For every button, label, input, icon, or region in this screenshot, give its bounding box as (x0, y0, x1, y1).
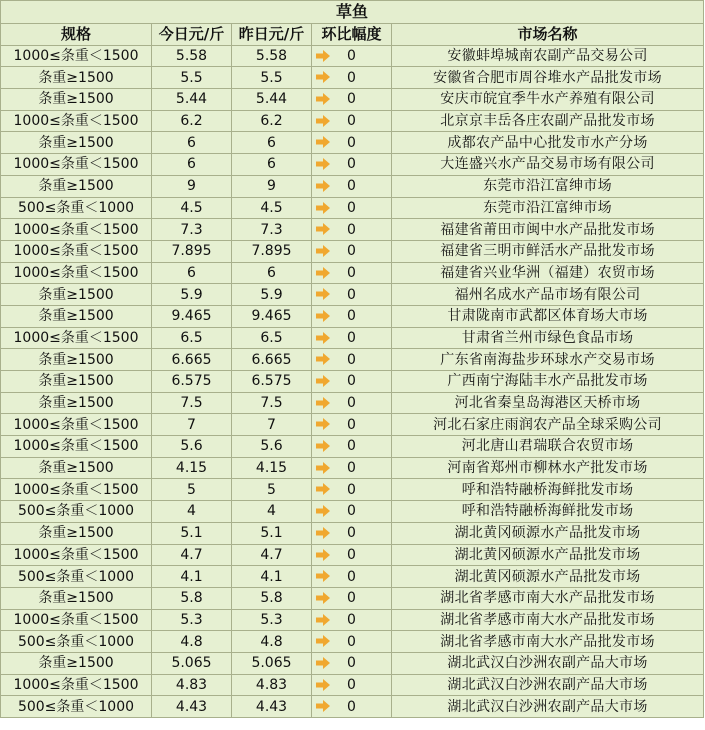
right-arrow-icon (316, 115, 330, 127)
right-arrow-icon (316, 202, 330, 214)
change-cell (312, 566, 392, 588)
table-row (1, 305, 704, 327)
yesterday-price-cell: 5.1 (232, 522, 312, 544)
spec-cell: 500≤条重＜1000 (1, 566, 152, 588)
right-arrow-icon (316, 418, 330, 430)
market-name-cell: 呼和浩特融桥海鲜批发市场 (392, 501, 704, 523)
header-market: 市场名称 (392, 24, 704, 46)
change-cell (312, 262, 392, 284)
change-cell (312, 67, 392, 89)
spec-cell: 500≤条重＜1000 (1, 631, 152, 653)
change-cell (312, 197, 392, 219)
today-price-cell: 5.9 (152, 284, 232, 306)
change-cell (312, 45, 392, 67)
right-arrow-icon (316, 50, 330, 62)
spec-cell: 1000≤条重＜1500 (1, 154, 152, 176)
yesterday-price-cell: 4.1 (232, 566, 312, 588)
change-cell (312, 349, 392, 371)
change-value: 0 (347, 308, 356, 325)
right-arrow-icon (316, 635, 330, 647)
yesterday-price-cell: 6.575 (232, 371, 312, 393)
market-name-cell: 东莞市沿江富绅市场 (392, 175, 704, 197)
table-title: 草鱼 (1, 1, 704, 24)
change-value: 0 (347, 113, 356, 130)
today-price-cell: 5.3 (152, 609, 232, 631)
header-today-price: 今日元/斤 (152, 24, 232, 46)
yesterday-price-cell: 4.43 (232, 696, 312, 718)
change-cell (312, 696, 392, 718)
right-arrow-icon (316, 440, 330, 452)
change-cell (312, 479, 392, 501)
change-value: 0 (347, 676, 356, 693)
change-value: 0 (347, 525, 356, 542)
right-arrow-icon (316, 483, 330, 495)
change-cell (312, 609, 392, 631)
table-row (1, 566, 704, 588)
spec-cell: 1000≤条重＜1500 (1, 674, 152, 696)
spec-cell: 500≤条重＜1000 (1, 197, 152, 219)
table-row (1, 457, 704, 479)
change-value: 0 (347, 590, 356, 607)
change-cell (312, 674, 392, 696)
yesterday-price-cell: 5.5 (232, 67, 312, 89)
table-row (1, 522, 704, 544)
today-price-cell: 5 (152, 479, 232, 501)
today-price-cell: 4.8 (152, 631, 232, 653)
table-row (1, 587, 704, 609)
change-value: 0 (347, 373, 356, 390)
yesterday-price-cell: 5.065 (232, 652, 312, 674)
yesterday-price-cell: 5.44 (232, 89, 312, 111)
today-price-cell: 6 (152, 154, 232, 176)
change-value: 0 (347, 395, 356, 412)
today-price-cell: 4.7 (152, 544, 232, 566)
market-name-cell: 湖北武汉白沙洲农副产品大市场 (392, 696, 704, 718)
yesterday-price-cell: 4.15 (232, 457, 312, 479)
market-name-cell: 湖北省孝感市南大水产品批发市场 (392, 609, 704, 631)
change-cell (312, 154, 392, 176)
right-arrow-icon (316, 462, 330, 474)
today-price-cell: 6.2 (152, 110, 232, 132)
header-yesterday-price: 昨日元/斤 (232, 24, 312, 46)
market-name-cell: 呼和浩特融桥海鲜批发市场 (392, 479, 704, 501)
table-row (1, 132, 704, 154)
change-cell (312, 305, 392, 327)
spec-cell: 条重≥1500 (1, 67, 152, 89)
change-value: 0 (347, 221, 356, 238)
spec-cell: 1000≤条重＜1500 (1, 262, 152, 284)
table-row (1, 371, 704, 393)
header-spec: 规格 (1, 24, 152, 46)
right-arrow-icon (316, 267, 330, 279)
change-cell (312, 587, 392, 609)
change-cell (312, 175, 392, 197)
yesterday-price-cell: 4.83 (232, 674, 312, 696)
change-value: 0 (347, 48, 356, 65)
change-value: 0 (347, 69, 356, 86)
change-cell (312, 110, 392, 132)
market-name-cell: 湖北省孝感市南大水产品批发市场 (392, 587, 704, 609)
market-name-cell: 河北唐山君瑞联合农贸市场 (392, 436, 704, 458)
market-name-cell: 河北石家庄雨润农产品全球采购公司 (392, 414, 704, 436)
market-name-cell: 北京京丰岳各庄农副产品批发市场 (392, 110, 704, 132)
yesterday-price-cell: 5 (232, 479, 312, 501)
right-arrow-icon (316, 505, 330, 517)
change-cell (312, 501, 392, 523)
change-value: 0 (347, 438, 356, 455)
table-row (1, 631, 704, 653)
yesterday-price-cell: 4.8 (232, 631, 312, 653)
spec-cell: 条重≥1500 (1, 284, 152, 306)
change-cell (312, 284, 392, 306)
table-row (1, 652, 704, 674)
table-row (1, 609, 704, 631)
change-value: 0 (347, 199, 356, 216)
today-price-cell: 6.665 (152, 349, 232, 371)
table-row (1, 219, 704, 241)
yesterday-price-cell: 5.9 (232, 284, 312, 306)
today-price-cell: 5.44 (152, 89, 232, 111)
change-value: 0 (347, 633, 356, 650)
right-arrow-icon (316, 245, 330, 257)
yesterday-price-cell: 4.7 (232, 544, 312, 566)
table-row (1, 501, 704, 523)
table-row (1, 110, 704, 132)
change-value: 0 (347, 655, 356, 672)
yesterday-price-cell: 5.58 (232, 45, 312, 67)
table-row (1, 67, 704, 89)
today-price-cell: 7 (152, 414, 232, 436)
market-name-cell: 安徽省合肥市周谷堆水产品批发市场 (392, 67, 704, 89)
change-value: 0 (347, 329, 356, 346)
change-value: 0 (347, 286, 356, 303)
yesterday-price-cell: 4.5 (232, 197, 312, 219)
market-name-cell: 湖北黄冈硕源水产品批发市场 (392, 566, 704, 588)
right-arrow-icon (316, 180, 330, 192)
change-value: 0 (347, 351, 356, 368)
table-body (1, 45, 704, 717)
spec-cell: 1000≤条重＜1500 (1, 436, 152, 458)
market-name-cell: 甘肃陇南市武都区体育场大市场 (392, 305, 704, 327)
spec-cell: 1000≤条重＜1500 (1, 544, 152, 566)
table-row (1, 436, 704, 458)
header-row (1, 24, 704, 46)
change-value: 0 (347, 264, 356, 281)
table-row (1, 674, 704, 696)
market-name-cell: 广东省南海盐步环球水产交易市场 (392, 349, 704, 371)
change-value: 0 (347, 156, 356, 173)
spec-cell: 500≤条重＜1000 (1, 501, 152, 523)
market-name-cell: 福建省三明市鲜活水产品批发市场 (392, 240, 704, 262)
right-arrow-icon (316, 549, 330, 561)
market-name-cell: 大连盛兴水产品交易市场有限公司 (392, 154, 704, 176)
right-arrow-icon (316, 353, 330, 365)
today-price-cell: 4 (152, 501, 232, 523)
spec-cell: 1000≤条重＜1500 (1, 414, 152, 436)
change-value: 0 (347, 416, 356, 433)
spec-cell: 1000≤条重＜1500 (1, 327, 152, 349)
market-name-cell: 河北省秦皇岛海港区天桥市场 (392, 392, 704, 414)
table-row (1, 284, 704, 306)
change-value: 0 (347, 481, 356, 498)
market-name-cell: 湖北武汉白沙洲农副产品大市场 (392, 652, 704, 674)
market-name-cell: 成都农产品中心批发市水产分场 (392, 132, 704, 154)
change-value: 0 (347, 546, 356, 563)
right-arrow-icon (316, 375, 330, 387)
right-arrow-icon (316, 527, 330, 539)
table-row (1, 392, 704, 414)
today-price-cell: 5.1 (152, 522, 232, 544)
table-row (1, 327, 704, 349)
yesterday-price-cell: 6 (232, 262, 312, 284)
yesterday-price-cell: 7.5 (232, 392, 312, 414)
today-price-cell: 4.15 (152, 457, 232, 479)
table-row (1, 696, 704, 718)
spec-cell: 条重≥1500 (1, 175, 152, 197)
change-cell (312, 371, 392, 393)
change-value: 0 (347, 611, 356, 628)
spec-cell: 条重≥1500 (1, 392, 152, 414)
yesterday-price-cell: 5.3 (232, 609, 312, 631)
yesterday-price-cell: 9 (232, 175, 312, 197)
market-name-cell: 安庆市皖宜季牛水产养殖有限公司 (392, 89, 704, 111)
table-row (1, 154, 704, 176)
right-arrow-icon (316, 570, 330, 582)
change-cell (312, 392, 392, 414)
table-row (1, 544, 704, 566)
right-arrow-icon (316, 223, 330, 235)
right-arrow-icon (316, 288, 330, 300)
right-arrow-icon (316, 592, 330, 604)
table-row (1, 45, 704, 67)
market-name-cell: 福州名成水产品市场有限公司 (392, 284, 704, 306)
change-cell (312, 89, 392, 111)
today-price-cell: 6.5 (152, 327, 232, 349)
title-row (1, 1, 704, 24)
market-name-cell: 湖北武汉白沙洲农副产品大市场 (392, 674, 704, 696)
table-row (1, 89, 704, 111)
change-cell (312, 522, 392, 544)
yesterday-price-cell: 4 (232, 501, 312, 523)
right-arrow-icon (316, 136, 330, 148)
today-price-cell: 4.1 (152, 566, 232, 588)
yesterday-price-cell: 5.6 (232, 436, 312, 458)
today-price-cell: 5.8 (152, 587, 232, 609)
yesterday-price-cell: 7 (232, 414, 312, 436)
change-value: 0 (347, 178, 356, 195)
spec-cell: 条重≥1500 (1, 587, 152, 609)
spec-cell: 条重≥1500 (1, 349, 152, 371)
header-change: 环比幅度 (312, 24, 392, 46)
market-name-cell: 福建省莆田市闽中水产品批发市场 (392, 219, 704, 241)
spec-cell: 1000≤条重＜1500 (1, 219, 152, 241)
right-arrow-icon (316, 310, 330, 322)
spec-cell: 条重≥1500 (1, 305, 152, 327)
change-value: 0 (347, 698, 356, 715)
today-price-cell: 7.3 (152, 219, 232, 241)
change-value: 0 (347, 460, 356, 477)
spec-cell: 1000≤条重＜1500 (1, 240, 152, 262)
change-value: 0 (347, 568, 356, 585)
market-name-cell: 河南省郑州市柳林水产批发市场 (392, 457, 704, 479)
yesterday-price-cell: 9.465 (232, 305, 312, 327)
change-cell (312, 631, 392, 653)
table-row (1, 240, 704, 262)
market-name-cell: 安徽蚌埠城南农副产品交易公司 (392, 45, 704, 67)
today-price-cell: 5.065 (152, 652, 232, 674)
table-row (1, 175, 704, 197)
today-price-cell: 4.83 (152, 674, 232, 696)
change-cell (312, 240, 392, 262)
today-price-cell: 5.6 (152, 436, 232, 458)
market-name-cell: 广西南宁海陆丰水产品批发市场 (392, 371, 704, 393)
today-price-cell: 5.5 (152, 67, 232, 89)
change-cell (312, 219, 392, 241)
today-price-cell: 4.5 (152, 197, 232, 219)
change-cell (312, 652, 392, 674)
yesterday-price-cell: 6.5 (232, 327, 312, 349)
today-price-cell: 9 (152, 175, 232, 197)
spec-cell: 1000≤条重＜1500 (1, 609, 152, 631)
right-arrow-icon (316, 614, 330, 626)
today-price-cell: 4.43 (152, 696, 232, 718)
change-value: 0 (347, 243, 356, 260)
today-price-cell: 7.895 (152, 240, 232, 262)
today-price-cell: 6 (152, 262, 232, 284)
spec-cell: 条重≥1500 (1, 457, 152, 479)
spec-cell: 500≤条重＜1000 (1, 696, 152, 718)
change-cell (312, 327, 392, 349)
spec-cell: 条重≥1500 (1, 89, 152, 111)
change-value: 0 (347, 503, 356, 520)
yesterday-price-cell: 6.2 (232, 110, 312, 132)
right-arrow-icon (316, 332, 330, 344)
change-cell (312, 544, 392, 566)
yesterday-price-cell: 7.895 (232, 240, 312, 262)
table-row (1, 414, 704, 436)
today-price-cell: 5.58 (152, 45, 232, 67)
yesterday-price-cell: 5.8 (232, 587, 312, 609)
table-row (1, 197, 704, 219)
today-price-cell: 6.575 (152, 371, 232, 393)
market-name-cell: 湖北省孝感市南大水产品批发市场 (392, 631, 704, 653)
yesterday-price-cell: 6 (232, 154, 312, 176)
right-arrow-icon (316, 657, 330, 669)
market-name-cell: 湖北黄冈硕源水产品批发市场 (392, 522, 704, 544)
table-row (1, 349, 704, 371)
market-name-cell: 福建省兴业华洲（福建）农贸市场 (392, 262, 704, 284)
right-arrow-icon (316, 93, 330, 105)
spec-cell: 1000≤条重＜1500 (1, 110, 152, 132)
right-arrow-icon (316, 679, 330, 691)
table-row (1, 262, 704, 284)
market-name-cell: 东莞市沿江富绅市场 (392, 197, 704, 219)
yesterday-price-cell: 7.3 (232, 219, 312, 241)
spec-cell: 1000≤条重＜1500 (1, 479, 152, 501)
yesterday-price-cell: 6 (232, 132, 312, 154)
today-price-cell: 6 (152, 132, 232, 154)
right-arrow-icon (316, 700, 330, 712)
change-cell (312, 436, 392, 458)
today-price-cell: 9.465 (152, 305, 232, 327)
right-arrow-icon (316, 71, 330, 83)
table-row (1, 479, 704, 501)
spec-cell: 条重≥1500 (1, 652, 152, 674)
change-cell (312, 457, 392, 479)
today-price-cell: 7.5 (152, 392, 232, 414)
change-value: 0 (347, 91, 356, 108)
market-name-cell: 甘肃省兰州市绿色食品市场 (392, 327, 704, 349)
spec-cell: 条重≥1500 (1, 522, 152, 544)
change-cell (312, 414, 392, 436)
spec-cell: 1000≤条重＜1500 (1, 45, 152, 67)
yesterday-price-cell: 6.665 (232, 349, 312, 371)
change-cell (312, 132, 392, 154)
right-arrow-icon (316, 158, 330, 170)
spec-cell: 条重≥1500 (1, 371, 152, 393)
market-name-cell: 湖北黄冈硕源水产品批发市场 (392, 544, 704, 566)
change-value: 0 (347, 134, 356, 151)
spec-cell: 条重≥1500 (1, 132, 152, 154)
right-arrow-icon (316, 397, 330, 409)
